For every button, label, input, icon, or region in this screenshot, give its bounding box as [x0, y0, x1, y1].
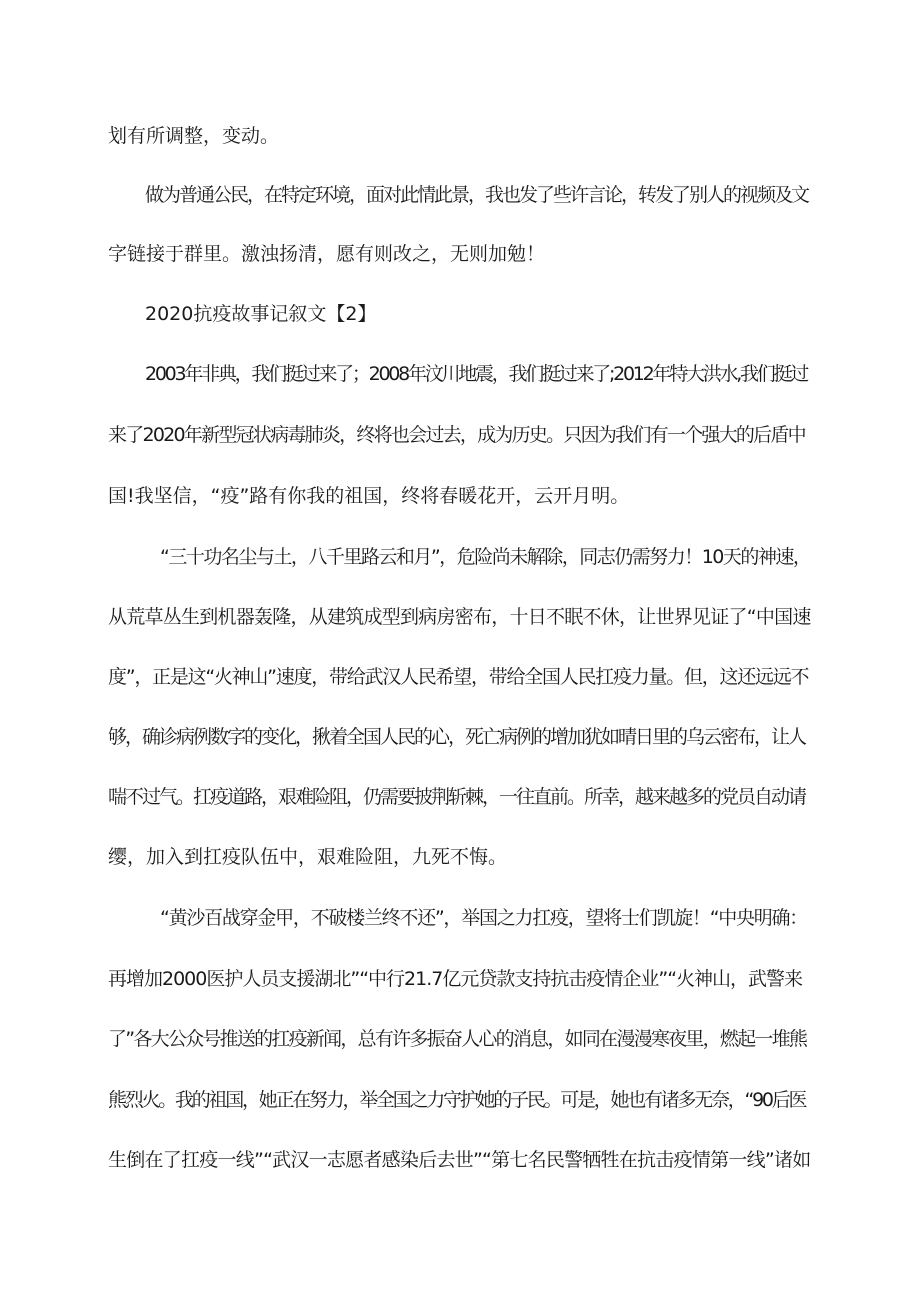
text-line: 缨，加入到扛疫队伍中，艰难险阻，九死不悔。: [108, 846, 508, 868]
text-line: 度”，正是这“火神山”速度，带给武汉人民希望，带给全国人民扛疫力量。但，这还远远不: [108, 666, 809, 688]
text-line: “三十功名尘与土，八千里路云和月”，危险尚未解除，同志仍需努力！10天的神速，: [160, 546, 811, 568]
text-line: 划有所调整，变动。: [108, 125, 280, 147]
text-line: 从荒草丛生到机器轰隆，从建筑成型到病房密布，十日不眠不休，让世界见证了“中国速: [108, 606, 811, 628]
text-line: “黄沙百战穿金甲，不破楼兰终不还”，举国之力扛疫，望将士们凯旋！“中央明确：: [160, 907, 808, 929]
section-heading: 2020抗疫故事记叙文【2】: [145, 303, 377, 325]
text-line: 来了2020年新型冠状病毒肺炎，终将也会过去，成为历史。只因为我们有一个强大的后盾中: [108, 424, 805, 446]
text-line: 字链接于群里。激浊扬清，愿有则改之，无则加勉！: [108, 243, 546, 265]
text-line: 生倒在了扛疫一线”“武汉一志愿者感染后去世”“第七名民警牺牲在抗击疫情第一线”诸如: [108, 1149, 811, 1171]
text-line: 够，确诊病例数字的变化，揪着全国人民的心，死亡病例的增加犹如晴日里的乌云密布，让人: [108, 726, 806, 748]
text-line: 2003年非典，我们挺过来了；2008年汶川地震，我们挺过来了;2012年特大洪水,我们挺过: [145, 363, 808, 385]
text-line: 做为普通公民，在特定环境，面对此情此景，我也发了些许言论，转发了别人的视频及文: [145, 184, 809, 206]
text-line: 国!我坚信，“疫”路有你我的祖国，终将春暖花开，云开月明。: [108, 485, 630, 507]
text-line: 喘不过气。扛疫道路，艰难险阻，仍需要披荆斩棘，一往直前。所幸，越来越多的党员自动请: [108, 786, 806, 808]
text-line: 熊烈火。我的祖国，她正在努力，举全国之力守护她的子民。可是，她也有诸多无奈，“90后医: [108, 1089, 806, 1111]
text-line: 再增加2000医护人员支援湖北”“中行21.7亿元贷款支持抗击疫情企业”“火神山，武警来: [108, 968, 803, 990]
text-line: 了”各大公众号推送的扛疫新闻，总有许多振奋人心的消息，如同在漫漫寒夜里，燃起一堆熊: [108, 1028, 807, 1050]
